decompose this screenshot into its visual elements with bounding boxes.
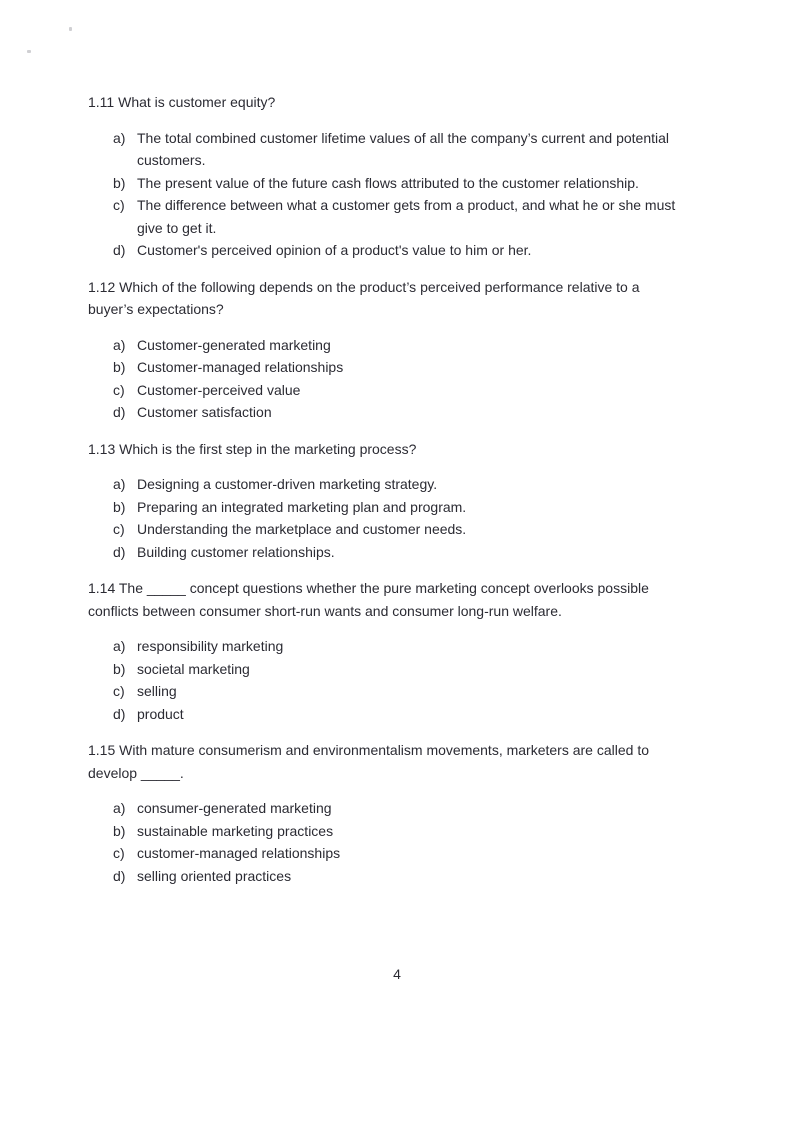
quiz-content (88, 91, 768, 901)
scan-artifact (27, 50, 31, 53)
option-line: Building customer relationships. (137, 543, 335, 560)
option-text (137, 797, 768, 820)
option-text (137, 658, 768, 681)
option-item (113, 820, 768, 843)
option-line: give to get it. (137, 219, 217, 236)
option-text (137, 842, 768, 865)
option-letter: c) (113, 197, 125, 213)
page-number: 4 (393, 966, 401, 982)
option-letter: c) (113, 845, 125, 861)
option-letter: b) (113, 359, 126, 375)
option-line: societal marketing (137, 660, 250, 677)
options-list (113, 797, 768, 887)
option-item (113, 680, 768, 703)
option-line: Understanding the marketplace and customer needs. (137, 521, 467, 537)
option-letter: d) (113, 404, 126, 420)
option-text (137, 194, 768, 239)
option-text (137, 703, 768, 726)
question-1-14 (88, 577, 768, 725)
option-letter: b) (113, 660, 126, 677)
option-line: The total combined customer lifetime values of all the company’s current and potential (137, 129, 670, 146)
option-line: Customer-perceived value (137, 381, 301, 398)
option-line: selling oriented practices (137, 867, 292, 884)
option-line: Customer-generated marketing (137, 336, 331, 353)
option-text (137, 541, 768, 564)
question-1-12 (88, 276, 768, 424)
option-line: selling (137, 683, 177, 699)
option-line: customer-managed relationships (137, 845, 341, 861)
option-letter: c) (113, 521, 125, 537)
question-line: develop _____. (88, 764, 184, 781)
option-text (137, 356, 768, 379)
option-text (137, 518, 768, 541)
option-letter: d) (113, 543, 126, 560)
option-line: customers. (137, 152, 206, 168)
options-list (113, 127, 768, 262)
option-text (137, 334, 768, 357)
option-text (137, 680, 768, 703)
option-item (113, 172, 768, 195)
question-text (88, 739, 768, 784)
option-item (113, 541, 768, 564)
option-line: Customer's perceived opinion of a product's value to him or her. (137, 242, 532, 258)
option-letter: a) (113, 476, 126, 492)
question-line: 1.11 What is customer equity? (88, 94, 276, 110)
options-list (113, 334, 768, 424)
option-item (113, 379, 768, 402)
options-list (113, 473, 768, 563)
question-line: 1.13 Which is the first step in the marketing process? (88, 440, 417, 457)
option-line: responsibility marketing (137, 638, 284, 654)
option-item (113, 518, 768, 541)
option-text (137, 820, 768, 843)
option-line: product (137, 705, 184, 722)
option-text (137, 635, 768, 658)
option-item (113, 635, 768, 658)
question-text (88, 91, 768, 114)
question-1-13 (88, 438, 768, 564)
option-text (137, 401, 768, 424)
options-list (113, 635, 768, 725)
option-item (113, 797, 768, 820)
option-text (137, 379, 768, 402)
option-text (137, 239, 768, 262)
question-line: 1.15 With mature consumerism and environmentalism movements, marketers are called to (88, 742, 649, 758)
option-item (113, 194, 768, 239)
option-text (137, 127, 768, 172)
option-item (113, 239, 768, 262)
question-1-15 (88, 739, 768, 887)
option-item (113, 703, 768, 726)
option-item (113, 356, 768, 379)
option-text (137, 473, 768, 496)
option-line: consumer-generated marketing (137, 800, 332, 816)
option-item (113, 473, 768, 496)
option-item (113, 842, 768, 865)
option-letter: a) (113, 800, 126, 816)
question-line: conflicts between consumer short-run wants and consumer long-run welfare. (88, 602, 562, 619)
question-text (88, 438, 768, 461)
question-1-11 (88, 91, 768, 262)
option-line: Preparing an integrated marketing plan and program. (137, 498, 467, 515)
option-letter: a) (113, 638, 126, 654)
question-line: 1.12 Which of the following depends on the product’s perceived performance relative to a (88, 278, 640, 295)
option-letter: c) (113, 381, 125, 398)
option-item (113, 658, 768, 681)
option-line: Designing a customer-driven marketing strategy. (137, 476, 438, 492)
question-text (88, 276, 768, 321)
option-letter: c) (113, 683, 125, 699)
option-text (137, 865, 768, 888)
option-item (113, 496, 768, 519)
question-line: buyer’s expectations? (88, 301, 224, 317)
option-item (113, 334, 768, 357)
option-item (113, 401, 768, 424)
option-item (113, 865, 768, 888)
question-text (88, 577, 768, 622)
option-letter: a) (113, 336, 126, 353)
option-text (137, 496, 768, 519)
option-line: Customer satisfaction (137, 404, 272, 420)
option-line: The difference between what a customer gets from a product, and what he or she must (137, 197, 676, 213)
option-letter: b) (113, 498, 126, 515)
option-line: sustainable marketing practices (137, 822, 334, 839)
option-letter: d) (113, 867, 126, 884)
option-line: Customer-managed relationships (137, 359, 344, 375)
question-line: 1.14 The _____ concept questions whether the pure marketing concept overlooks possible (88, 580, 649, 596)
option-letter: d) (113, 242, 126, 258)
option-letter: b) (113, 174, 126, 191)
option-letter: d) (113, 705, 126, 722)
option-text (137, 172, 768, 195)
option-letter: b) (113, 822, 126, 839)
scan-artifact (69, 27, 72, 31)
option-line: The present value of the future cash flows attributed to the customer relationship. (137, 174, 639, 191)
option-item (113, 127, 768, 172)
option-letter: a) (113, 129, 126, 146)
